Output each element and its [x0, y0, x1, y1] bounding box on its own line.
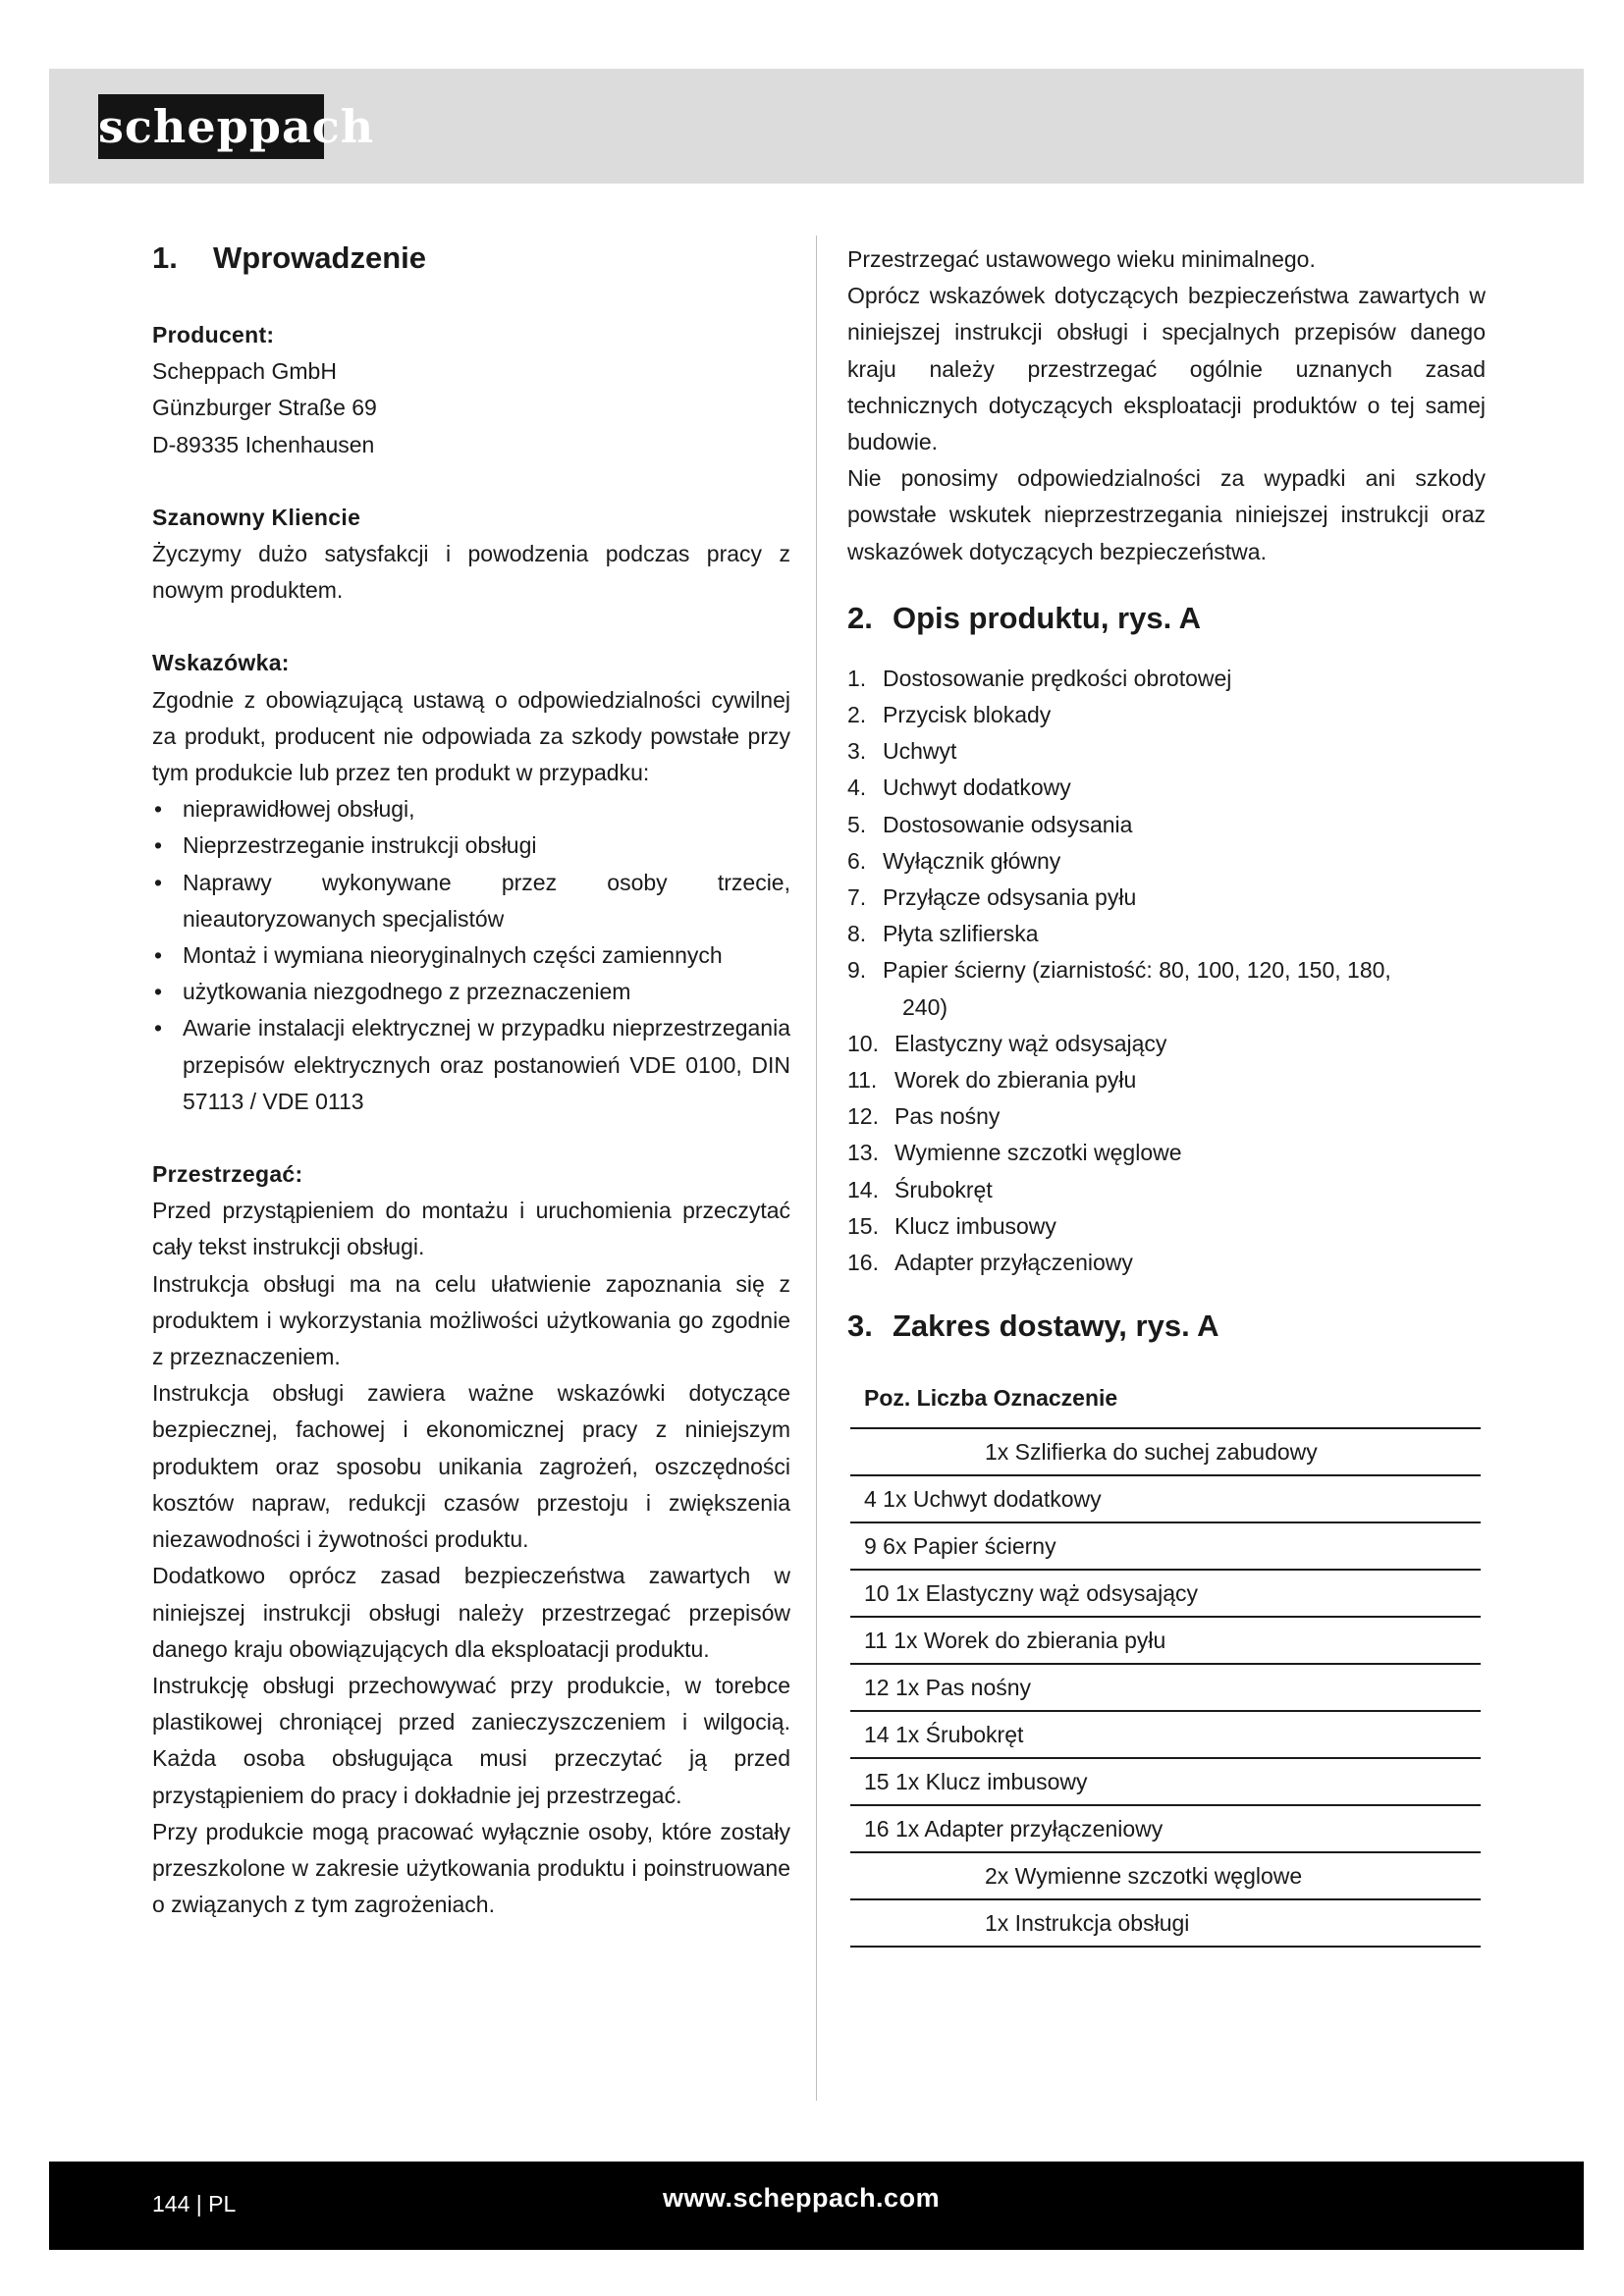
producer-line: Scheppach GmbH — [152, 358, 337, 385]
table-cell: 16 1x Adapter przyłączeniowy — [850, 1805, 1481, 1852]
table-cell: 9 6x Papier ścierny — [850, 1522, 1481, 1570]
footer-band — [49, 2162, 1584, 2250]
part-number: 12. — [847, 1103, 879, 1130]
observe-paragraph: Dodatkowo oprócz zasad bezpieczeństwa zawartych w niniejszej instrukcji obsługi należy przestrzegać przepisów danego kraju obowiązujących dla eksploatacji produktu. — [152, 1563, 790, 1662]
section-number: 1. — [152, 240, 178, 275]
list-item: • Nieprzestrzeganie instrukcji obsługi — [152, 828, 790, 864]
part-label: Klucz imbusowy — [894, 1212, 1056, 1239]
delivery-scope-table — [850, 1368, 1481, 1948]
list-item: • Montaż i wymiana nieoryginalnych części zamiennych — [152, 937, 790, 974]
table-cell: 12 1x Pas nośny — [850, 1664, 1481, 1711]
observe-paragraph: Instrukcja obsługi ma na celu ułatwienie zapoznania się z produktem i wykorzystania możliwości użytkowania go zgodnie z przeznaczeniem. — [152, 1270, 790, 1370]
parts-list-item — [847, 733, 1486, 770]
table-row — [850, 1617, 1481, 1664]
right-column — [847, 236, 1486, 1948]
left-column — [152, 236, 790, 1923]
intro-paragraph: Przestrzegać ustawowego wieku minimalnego. — [847, 246, 1316, 272]
section-title-text: Wprowadzenie — [213, 240, 427, 275]
part-label: Worek do zbierania pyłu — [894, 1067, 1137, 1094]
part-number: 4. — [847, 774, 867, 801]
note-heading: Wskazówka: — [152, 650, 290, 676]
part-label: Przycisk blokady — [883, 702, 1052, 728]
part-number: 13. — [847, 1140, 879, 1166]
part-label: Pas nośny — [894, 1103, 1001, 1130]
page-number: 144 | PL — [152, 2191, 237, 2216]
part-label: Uchwyt — [883, 738, 957, 765]
part-number: 8. — [847, 921, 867, 947]
list-item: • Awarie instalacji elektrycznej w przypadku nieprzestrzegania przepisów elektrycznych oraz postanowień VDE 0100, DIN 57113 / VDE 0113 — [152, 1010, 790, 1120]
observe-paragraph: Instrukcję obsługi przechowywać przy produkcie, w torebce plastikowej chroniącej przed zanieczyszczeniem i wilgocią. Każda osoba obsługująca musi przeczytać ją przed przystąpieniem do pracy i dokładnie jej przestrzegać. — [152, 1672, 790, 1808]
part-number: 9. — [847, 957, 867, 984]
parts-list-item — [847, 880, 1486, 916]
table-cell: 1x Szlifierka do suchej zabudowy — [850, 1428, 1481, 1475]
section-title-text: Zakres dostawy, rys. A — [893, 1308, 1219, 1344]
note-bullet-list — [152, 791, 790, 1120]
observe-paragraph: Instrukcja obsługi zawiera ważne wskazówki dotyczące bezpiecznej, fachowej i ekonomicznej pracy z niniejszym produktem oraz sposobu unikania zagrożeń, oszczędności kosztów napraw, redukcji czasów przestoju i zwiększenia niezawodności i żywotności produktu. — [152, 1380, 790, 1553]
part-label-continued: 240) — [902, 993, 948, 1020]
producer-heading: Producent: — [152, 322, 275, 347]
intro-paragraph: Oprócz wskazówek dotyczących bezpieczeństwa zawartych w niniejszej instrukcji obsługi i specjalnych przepisów danego kraju należy przestrzegać ogólnie uznanych zasad technicznych dotyczących eksploatacji produktów o tej samej budowie. — [847, 283, 1486, 455]
brand-logo: scheppach — [98, 94, 324, 159]
section-2-title — [847, 596, 1486, 641]
parts-list-item — [847, 843, 1486, 880]
part-number: 14. — [847, 1176, 879, 1202]
section-3-title — [847, 1304, 1486, 1349]
note-text: Zgodnie z obowiązującą ustawą o odpowiedzialności cywilnej za produkt, producent nie odpowiada za szkody powstałe przy tym produkcie lub przez ten produkt w przypadku: — [152, 686, 790, 786]
table-header: Poz. Liczba Oznaczenie — [850, 1368, 1481, 1428]
producer-address — [152, 353, 790, 463]
customer-text: Życzymy dużo satysfakcji i powodzenia podczas pracy z nowym produktem. — [152, 541, 790, 604]
table-row — [850, 1664, 1481, 1711]
parts-list-item — [847, 770, 1486, 806]
observe-heading: Przestrzegać: — [152, 1161, 303, 1188]
table-cell: 15 1x Klucz imbusowy — [850, 1758, 1481, 1805]
safety-intro-text — [847, 241, 1486, 570]
list-item: • nieprawidłowej obsługi, — [152, 791, 790, 828]
section-number: 2. — [847, 600, 873, 635]
part-label: Wyłącznik główny — [883, 847, 1061, 874]
intro-paragraph: Nie ponosimy odpowiedzialności za wypadki ani szkody powstałe wskutek nieprzestrzegania niniejszej instrukcji oraz wskazówek dotyczących bezpieczeństwa. — [847, 465, 1486, 564]
part-number: 2. — [847, 702, 867, 728]
part-label: Wymienne szczotki węglowe — [894, 1140, 1182, 1166]
product-parts-list — [847, 661, 1486, 1281]
part-label: Dostosowanie prędkości obrotowej — [883, 665, 1232, 691]
table-row — [850, 1852, 1481, 1899]
parts-list-item — [847, 1208, 1486, 1245]
part-number: 3. — [847, 738, 867, 765]
part-number: 7. — [847, 884, 867, 911]
part-label: Elastyczny wąż odsysający — [894, 1030, 1167, 1056]
part-number: 15. — [847, 1212, 879, 1239]
part-label: Uchwyt dodatkowy — [883, 774, 1071, 801]
part-label: Dostosowanie odsysania — [883, 811, 1133, 837]
parts-list-item — [847, 697, 1486, 733]
part-number: 1. — [847, 665, 867, 691]
list-item: • użytkowania niezgodnego z przeznaczeniem — [152, 974, 790, 1010]
table-row — [850, 1570, 1481, 1617]
customer-heading: Szanowny Kliencie — [152, 504, 361, 530]
table-cell: 1x Instrukcja obsługi — [850, 1899, 1481, 1947]
parts-list-item — [847, 1172, 1486, 1208]
section-1-title — [152, 236, 790, 281]
column-divider — [816, 236, 817, 2101]
part-label: Śrubokręt — [894, 1176, 993, 1202]
table-cell: 11 1x Worek do zbierania pyłu — [850, 1617, 1481, 1664]
part-number: 10. — [847, 1030, 879, 1056]
part-number: 5. — [847, 811, 867, 837]
observe-text — [152, 1193, 790, 1923]
table-cell: 10 1x Elastyczny wąż odsysający — [850, 1570, 1481, 1617]
part-number: 6. — [847, 847, 867, 874]
observe-paragraph: Przy produkcie mogą pracować wyłącznie osoby, które zostały przeszkolone w zakresie użytkowania produktu i poinstruowane o związanych z tym zagrożeniach. — [152, 1818, 790, 1918]
parts-list-item — [847, 952, 1486, 1025]
table-row — [850, 1758, 1481, 1805]
parts-list-item — [847, 916, 1486, 952]
table-row — [850, 1805, 1481, 1852]
producer-line: D-89335 Ichenhausen — [152, 431, 375, 457]
part-label: Płyta szlifierska — [883, 921, 1039, 947]
part-number: 11. — [847, 1067, 878, 1094]
part-number: 16. — [847, 1250, 879, 1276]
table-row — [850, 1522, 1481, 1570]
parts-list-item — [847, 1026, 1486, 1062]
table-row — [850, 1475, 1481, 1522]
section-number: 3. — [847, 1308, 873, 1344]
observe-paragraph: Przed przystąpieniem do montażu i uruchomienia przeczytać cały tekst instrukcji obsługi. — [152, 1198, 790, 1260]
table-cell: 4 1x Uchwyt dodatkowy — [850, 1475, 1481, 1522]
list-item: • Naprawy wykonywane przez osoby trzecie, nieautoryzowanych specjalistów — [152, 865, 790, 937]
part-label: Papier ścierny (ziarnistość: 80, 100, 120, 150, 180, — [883, 957, 1391, 984]
part-label: Przyłącze odsysania pyłu — [883, 884, 1137, 911]
parts-list-item — [847, 1062, 1486, 1098]
table-cell: 14 1x Śrubokręt — [850, 1711, 1481, 1758]
table-cell: 2x Wymienne szczotki węglowe — [850, 1852, 1481, 1899]
table-row — [850, 1711, 1481, 1758]
part-label: Adapter przyłączeniowy — [894, 1250, 1133, 1276]
parts-list-item — [847, 1135, 1486, 1171]
table-row — [850, 1428, 1481, 1475]
section-title-text: Opis produktu, rys. A — [893, 600, 1202, 635]
parts-list-item — [847, 661, 1486, 697]
producer-line: Günzburger Straße 69 — [152, 395, 377, 421]
footer-url: www.scheppach.com — [663, 2183, 941, 2213]
parts-list-item — [847, 807, 1486, 843]
parts-list-item — [847, 1098, 1486, 1135]
table-row — [850, 1899, 1481, 1947]
parts-list-item — [847, 1245, 1486, 1281]
header-band — [49, 69, 1584, 184]
